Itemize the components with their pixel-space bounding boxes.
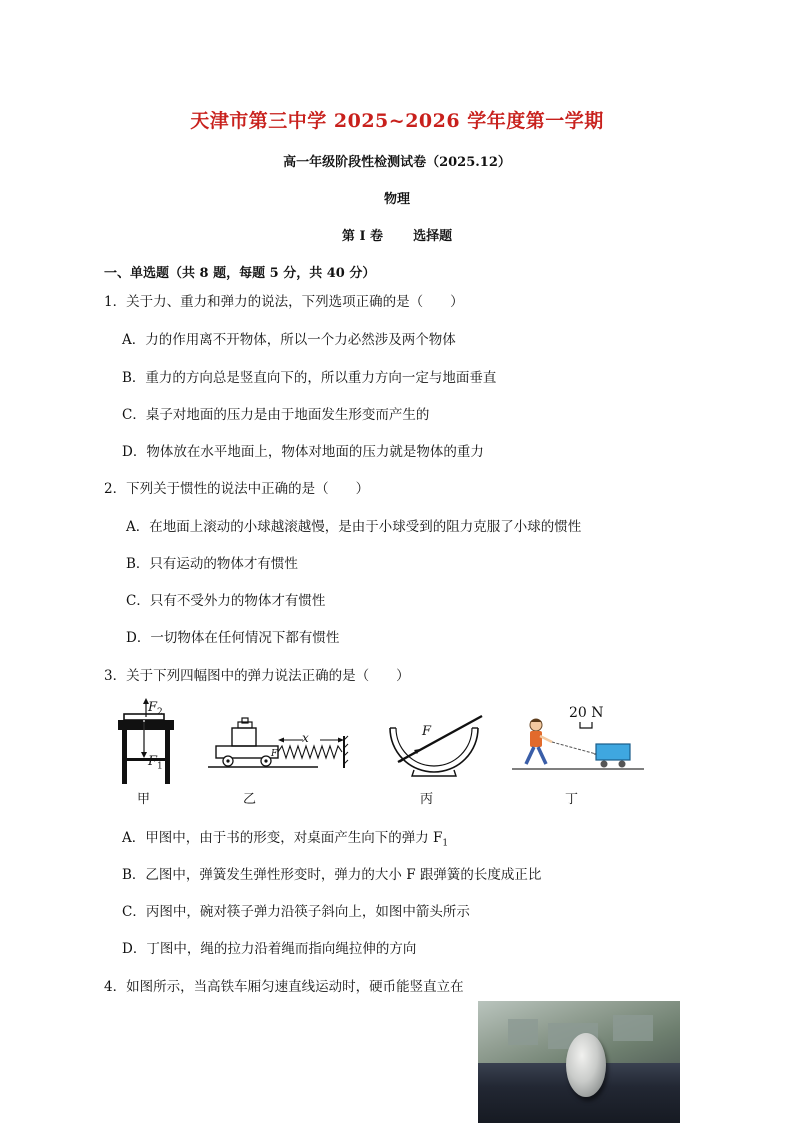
figure-bing-bowl: [384, 712, 484, 778]
figure-label-jia: 甲: [137, 792, 151, 807]
q2-option-a: A．在地面上滚动的小球越滚越慢，是由于小球受到的阻力克服了小球的惯性: [126, 519, 582, 535]
q1-option-c: C．桌子对地面的压力是由于地面发生形变而产生的: [122, 407, 430, 423]
q1-option-b: B．重力的方向总是竖直向下的，所以重力方向一定与地面垂直: [122, 370, 497, 386]
figure-label-ding: 丁: [565, 792, 579, 807]
figure-label-yi: 乙: [243, 792, 257, 807]
q3-option-a: A．甲图中，由于书的形变，对桌面产生向下的弹力 $F_1$: [122, 830, 449, 849]
label-20n: 20 N: [569, 705, 604, 721]
figure-ding-cart: [512, 716, 644, 776]
q2-option-c: C．只有不受外力的物体才有惯性: [126, 593, 326, 609]
q2-option-b: B．只有运动的物体才有惯性: [126, 556, 298, 572]
volume-label: 第 I 卷: [341, 229, 384, 244]
q2-option-d: D．一切物体在任何情况下都有惯性: [126, 630, 340, 646]
label-f-small: F: [271, 749, 278, 759]
q1-option-d: D．物体放在水平地面上，物体对地面的压力就是物体的重力: [122, 444, 484, 460]
section-name: 选择题: [413, 229, 453, 244]
subject-label: 物理: [383, 192, 410, 207]
volume-heading: [0, 225, 794, 244]
question-2-stem: 2．下列关于惯性的说法中正确的是（ ）: [104, 481, 370, 497]
question-1-stem: 1．关于力、重力和弹力的说法，下列选项正确的是（ ）: [104, 294, 464, 310]
label-f1: $F_1$: [148, 754, 163, 772]
q3-option-c: C．丙图中，碗对筷子弹力沿筷子斜向上，如图中箭头所示: [122, 904, 470, 920]
question-4-stem: 4．如图所示，当高铁车厢匀速直线运动时，硬币能竖直立在: [104, 979, 464, 995]
question-3-stem: 3．关于下列四幅图中的弹力说法正确的是（ ）: [104, 668, 410, 684]
bracket-mark: [579, 722, 593, 730]
figure-yi-spring: [208, 716, 348, 772]
label-x: x: [302, 731, 309, 745]
section-heading: 一、单选题（共 8 题，每题 5 分，共 40 分）: [104, 266, 376, 281]
q1-option-a: A．力的作用离不开物体，所以一个力必然涉及两个物体: [122, 332, 456, 348]
q3-option-d: D．丁图中，绳的拉力沿着绳而指向绳拉伸的方向: [122, 941, 417, 957]
standing-coin: [566, 1033, 606, 1097]
q3-option-b: B．乙图中，弹簧发生弹性形变时，弹力的大小 F 跟弹簧的长度成正比: [122, 867, 542, 883]
exam-subtitle: 高一年级阶段性检测试卷（2025.12）: [283, 155, 511, 170]
figure-label-bing: 丙: [420, 792, 434, 807]
exam-title: 天津市第三中学 2025~2026 学年度第一学期: [190, 110, 604, 132]
coin-on-windowsill-photo: [478, 1001, 680, 1123]
label-f2: $F_2$: [148, 700, 163, 718]
figure-jia-table: [110, 698, 180, 788]
label-f-bowl: F: [422, 724, 432, 739]
